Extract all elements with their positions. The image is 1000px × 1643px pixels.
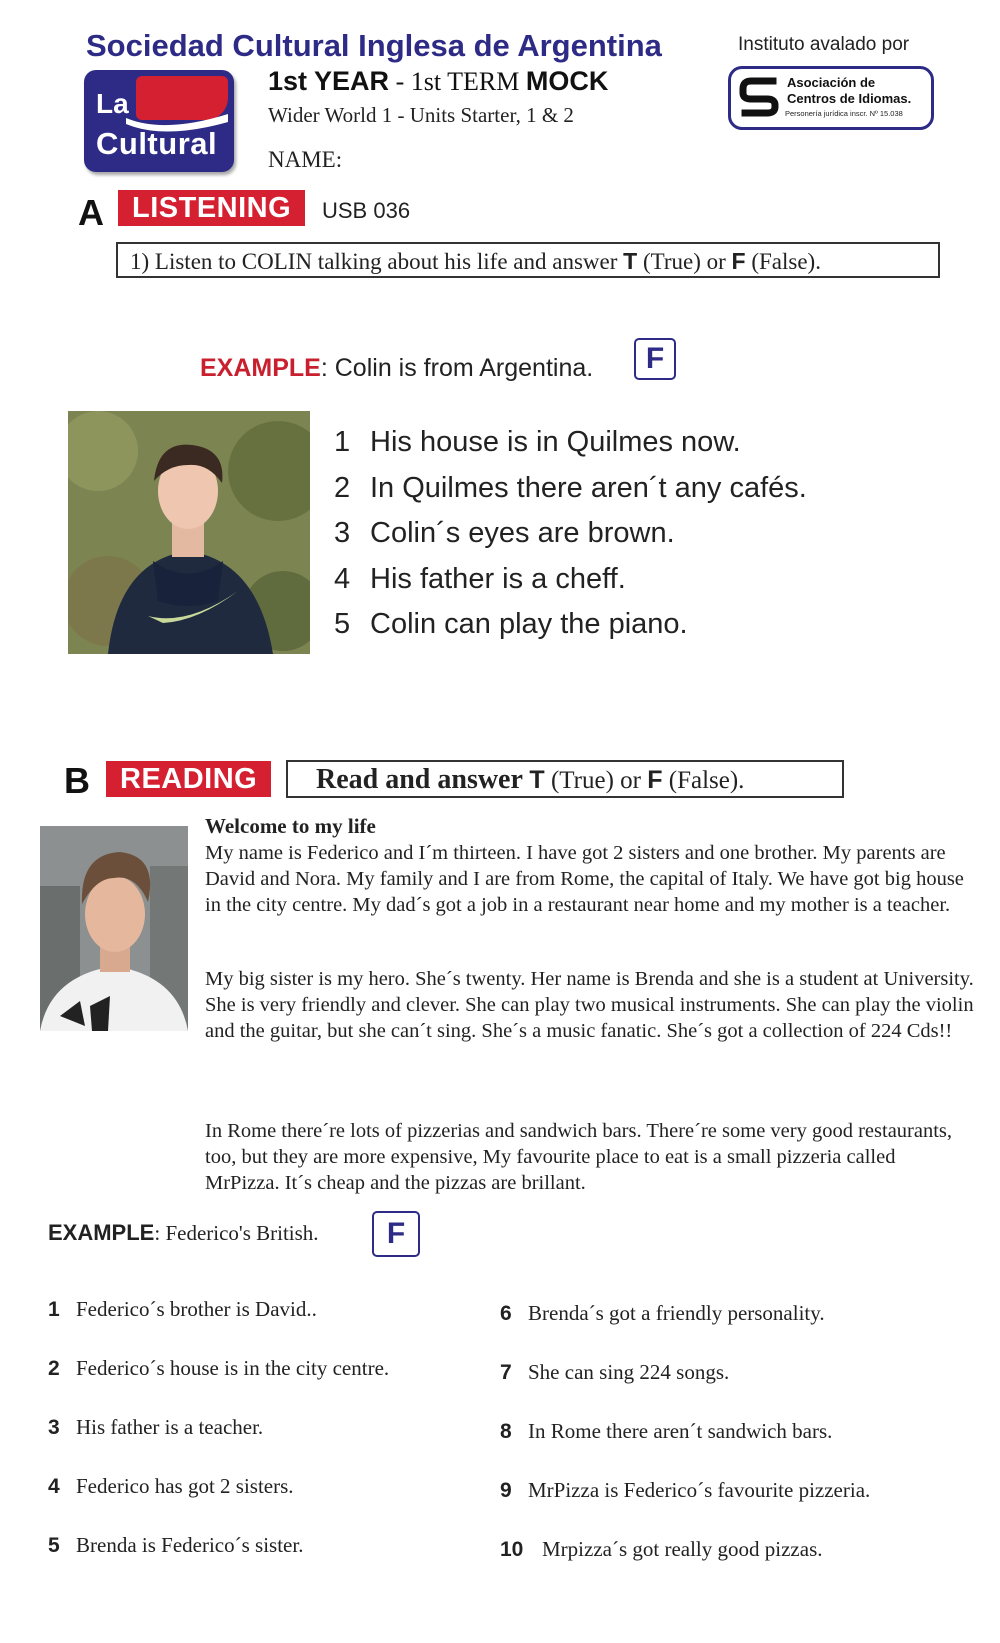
listening-instruction xyxy=(116,242,940,278)
instruction-text: Read and answer xyxy=(316,764,530,795)
reading-paragraph: My name is Federico and I´m thirteen. I have got 2 sisters and one brother. My parents are David and Nora. My family and I are from Rome, the capital of Italy. We have got big house in the city centre. My dad´s got a job in a restaurant near home and my mother is a teacher. xyxy=(205,842,964,916)
reading-question xyxy=(500,1537,823,1562)
question-number: 7 xyxy=(500,1361,512,1384)
question-number: 2 xyxy=(48,1357,60,1380)
false-letter: F xyxy=(647,766,663,794)
reading-text-title: Welcome to my life xyxy=(205,814,376,838)
listening-item xyxy=(334,563,807,609)
example-label: EXAMPLE xyxy=(48,1220,155,1245)
reading-question xyxy=(48,1474,294,1499)
item-text: His father is a cheff. xyxy=(370,562,626,595)
institute-name-line1: Asociación de xyxy=(787,75,876,90)
listening-item xyxy=(334,472,807,518)
reading-question xyxy=(48,1533,303,1558)
logo-text-la: La xyxy=(96,88,129,119)
question-text: Brenda is Federico´s sister. xyxy=(76,1533,304,1557)
reading-question xyxy=(48,1415,263,1440)
listening-item xyxy=(334,608,807,654)
institute-name-line2: Centros de Idiomas. xyxy=(787,91,912,106)
false-letter: F xyxy=(731,248,746,274)
item-number: 1 xyxy=(334,426,351,458)
question-text: She can sing 224 songs. xyxy=(528,1360,730,1384)
reading-badge: READING xyxy=(106,761,271,797)
reading-paragraph: In Rome there´re lots of pizzerias and sandwich bars. There´re some very good restaurants, too, but they are more expensive, My favourite place to eat is a small pizzeria called MrPizza. It´s cheap and the pizzas are brillant. xyxy=(205,1120,953,1194)
listening-item xyxy=(334,517,807,563)
question-number: 6 xyxy=(500,1302,512,1325)
institute-label: Instituto avalado por xyxy=(738,34,910,55)
item-number: 5 xyxy=(334,608,351,640)
year-label: 1st YEAR xyxy=(268,66,390,96)
reading-example xyxy=(48,1220,319,1246)
exam-subtitle: Wider World 1 - Units Starter, 1 & 2 xyxy=(268,103,574,127)
true-word: (True) or xyxy=(544,767,648,794)
true-letter: T xyxy=(623,248,638,274)
instruction-text: 1) Listen to COLIN talking about his life and answer xyxy=(130,249,624,274)
false-word: (False). xyxy=(662,767,745,794)
exam-title xyxy=(268,66,608,97)
reading-paragraph: My big sister is my hero. She´s twenty. Her name is Brenda and she is a student at University. She is very friendly and clever. She can play two musical instruments. She can play the violin and the guitar, but she can´t sing. She´s a music fanatic. She´s got a collection of 224 Cds!! xyxy=(205,968,974,1042)
reading-question xyxy=(48,1297,317,1322)
question-number: 9 xyxy=(500,1479,512,1502)
reading-question xyxy=(48,1356,389,1381)
example-text: : Colin is from Argentina. xyxy=(320,354,594,382)
item-number: 2 xyxy=(334,471,351,504)
reading-question xyxy=(500,1360,729,1385)
institute-logo xyxy=(728,66,934,130)
question-number: 1 xyxy=(48,1298,60,1321)
listening-items xyxy=(334,426,807,654)
term-label: - 1st TERM xyxy=(389,67,526,96)
reading-question xyxy=(500,1478,870,1503)
example-text: : Federico's British. xyxy=(154,1221,319,1245)
logo-text-cultural: Cultural xyxy=(96,126,218,161)
question-number: 8 xyxy=(500,1420,512,1443)
org-title: Sociedad Cultural Inglesa de Argentina xyxy=(86,28,662,63)
listening-example xyxy=(200,354,593,383)
question-number: 10 xyxy=(500,1538,524,1561)
la-cultural-logo xyxy=(84,70,234,172)
listening-item xyxy=(334,426,807,472)
item-text: Colin can play the piano. xyxy=(370,608,688,640)
reading-question xyxy=(500,1301,825,1326)
reading-example-answer-box: F xyxy=(372,1211,420,1257)
question-text: Brenda´s got a friendly personality. xyxy=(528,1301,825,1325)
question-number: 4 xyxy=(48,1475,60,1498)
section-a-letter: A xyxy=(78,192,104,233)
true-word: (True) or xyxy=(637,249,732,274)
institute-s-icon xyxy=(739,75,779,117)
reading-instruction xyxy=(286,760,844,798)
false-word: (False). xyxy=(745,249,821,274)
federico-photo xyxy=(40,826,188,1031)
listening-example-answer-box: F xyxy=(634,338,676,380)
name-label: NAME: xyxy=(268,147,343,172)
true-letter: T xyxy=(529,766,545,794)
item-number: 3 xyxy=(334,517,351,549)
usb-code: USB 036 xyxy=(322,198,411,223)
reading-question xyxy=(500,1419,832,1444)
item-text: His house is in Quilmes now. xyxy=(370,426,741,458)
question-text: MrPizza is Federico´s favourite pizzeria. xyxy=(528,1478,871,1502)
item-text: Colin´s eyes are brown. xyxy=(370,517,675,549)
mock-label: MOCK xyxy=(525,66,609,96)
question-number: 5 xyxy=(48,1534,60,1557)
example-label: EXAMPLE xyxy=(200,354,321,382)
question-text: Federico has got 2 sisters. xyxy=(76,1474,294,1498)
question-text: Federico´s brother is David.. xyxy=(76,1297,317,1321)
question-number: 3 xyxy=(48,1416,60,1439)
question-text: In Rome there aren´t sandwich bars. xyxy=(528,1419,833,1443)
colin-photo xyxy=(68,411,310,654)
listening-badge: LISTENING xyxy=(118,190,305,226)
question-text: His father is a teacher. xyxy=(76,1415,264,1439)
question-text: Federico´s house is in the city centre. xyxy=(76,1356,390,1380)
section-b-letter: B xyxy=(64,760,90,801)
question-text: Mrpizza´s got really good pizzas. xyxy=(542,1537,823,1561)
institute-registration: Personería jurídica inscr. Nº 15.038 xyxy=(785,109,903,118)
institute-name xyxy=(787,75,911,107)
item-text: In Quilmes there aren´t any cafés. xyxy=(370,471,807,504)
item-number: 4 xyxy=(334,562,351,595)
